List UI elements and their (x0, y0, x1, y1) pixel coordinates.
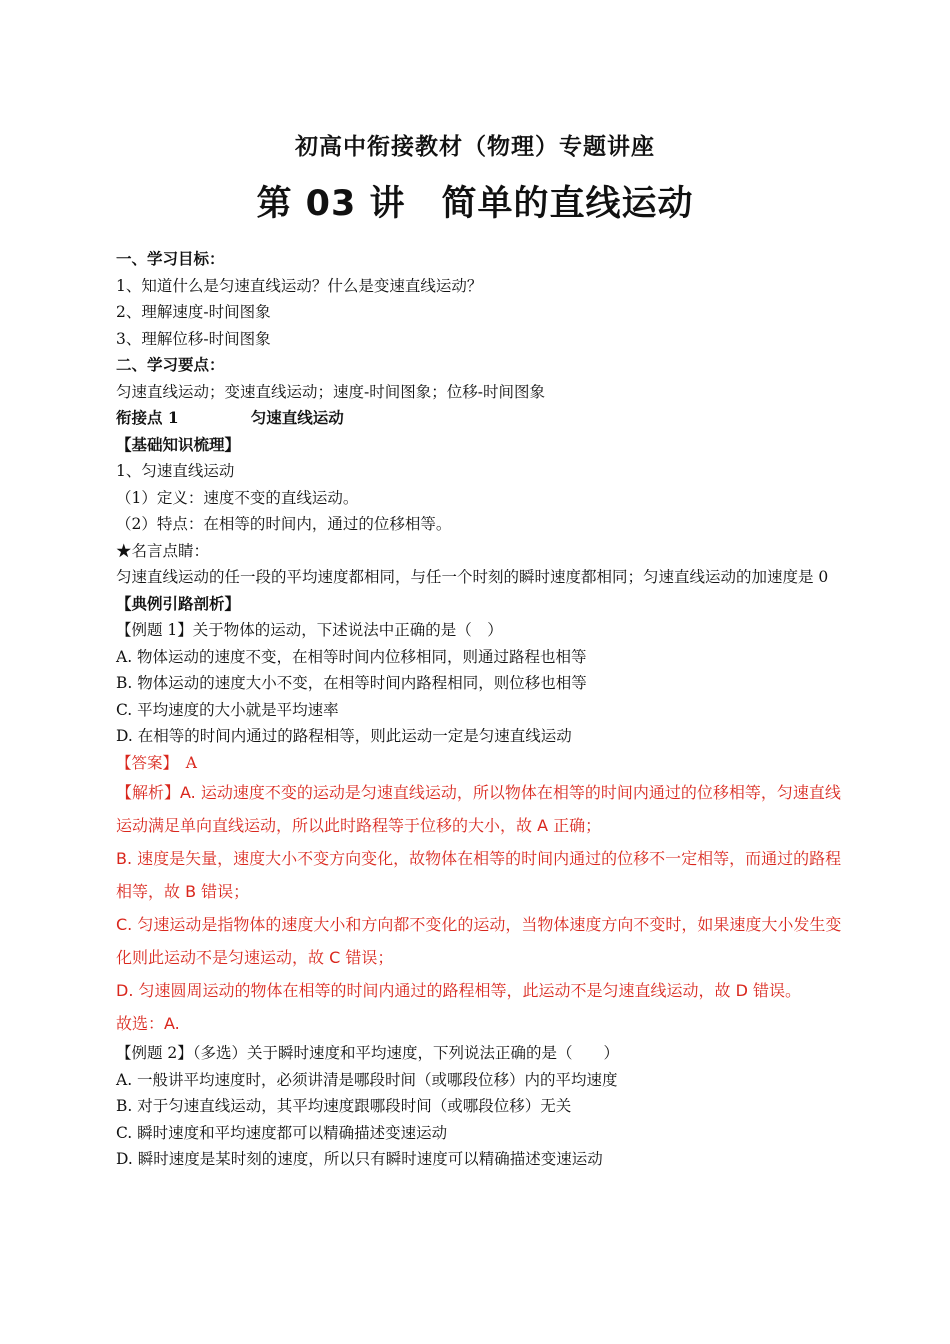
example1-analysis-d: D. 匀速圆周运动的物体在相等的时间内通过的路程相等，此运动不是匀速直线运动，故 D 错误。 (116, 981, 801, 1000)
section-title: 匀速直线运动 (250, 408, 344, 427)
series-title: 初高中衔接教材（物理）专题讲座 (295, 134, 655, 160)
note-heading: ★名言点睛： (116, 541, 210, 560)
examples-heading: 【典例引路剖析】 (116, 593, 241, 613)
feature-text: （2）特点：在相等的时间内，通过的位移相等。 (116, 515, 452, 533)
lecture-title: 第 03 讲 简单的直线运动 (256, 184, 694, 224)
example1-analysis-c: C. 匀速运动是指物体的速度大小和方向都不变化的运动，当物体速度方向不变时，如果速度大小发生变化则此运动不是匀速运动，故 C 错误； (116, 915, 842, 967)
section-label: 衔接点 1 (116, 408, 179, 427)
section-heading (116, 405, 846, 432)
example1-analysis-a: 【解析】A. 运动速度不变的运动是匀速直线运动，所以物体在相等的时间内通过的位移相等，匀速直线运动满足单向直线运动，所以此时路程等于位移的大小，故 A 正确； (116, 783, 841, 835)
key-points-heading: 二、学习要点： (116, 355, 225, 374)
example1-answer: 【答案】 A (116, 753, 197, 772)
goal-item: 1、知道什么是匀速直线运动？什么是变速直线运动？ (116, 276, 483, 295)
example1-option-d: D. 在相等的时间内通过的路程相等，则此运动一定是匀速直线运动 (116, 727, 572, 745)
example2-option-d: D. 瞬时速度是某时刻的速度，所以只有瞬时速度可以精确描述变速运动 (116, 1150, 603, 1168)
example1-analysis-b: B. 速度是矢量，速度大小不变方向变化，故物体在相等的时间内通过的位移不一定相等，而通过的路程相等，故 B 错误； (116, 849, 842, 901)
note-text: 匀速直线运动的任一段的平均速度都相同，与任一个时刻的瞬时速度都相同；匀速直线运动的加速度是 0 (116, 568, 829, 586)
item-title: 1、匀速直线运动 (116, 462, 235, 480)
basics-heading: 【基础知识梳理】 (116, 434, 241, 454)
goals-heading: 一、学习目标： (116, 249, 225, 268)
example1-option-b: B. 物体运动的速度大小不变，在相等时间内路程相同，则位移也相等 (116, 674, 587, 692)
example1-conclusion: 故选：A. (116, 1014, 180, 1033)
goal-item: 3、理解位移-时间图象 (116, 329, 271, 348)
example1-option-a: A. 物体运动的速度不变，在相等时间内位移相同，则通过路程也相等 (116, 647, 587, 666)
document-body (116, 246, 846, 1173)
example2-option-b: B. 对于匀速直线运动，其平均速度跟哪段时间（或哪段位移）无关 (116, 1097, 572, 1115)
key-points-text: 匀速直线运动；变速直线运动；速度-时间图象；位移-时间图象 (116, 382, 545, 401)
example1-option-c: C. 平均速度的大小就是平均速率 (116, 700, 339, 719)
example2-question: 【例题 2】（多选）关于瞬时速度和平均速度，下列说法正确的是（ ） (116, 1044, 620, 1062)
example2-option-c: C. 瞬时速度和平均速度都可以精确描述变速运动 (116, 1123, 448, 1142)
example2-option-a: A. 一般讲平均速度时，必须讲清是哪段时间（或哪段位移）内的平均速度 (116, 1070, 618, 1089)
example1-question: 【例题 1】关于物体的运动，下述说法中正确的是（ ） (116, 621, 503, 639)
goal-item: 2、理解速度-时间图象 (116, 303, 271, 321)
definition-text: （1）定义：速度不变的直线运动。 (116, 488, 359, 507)
